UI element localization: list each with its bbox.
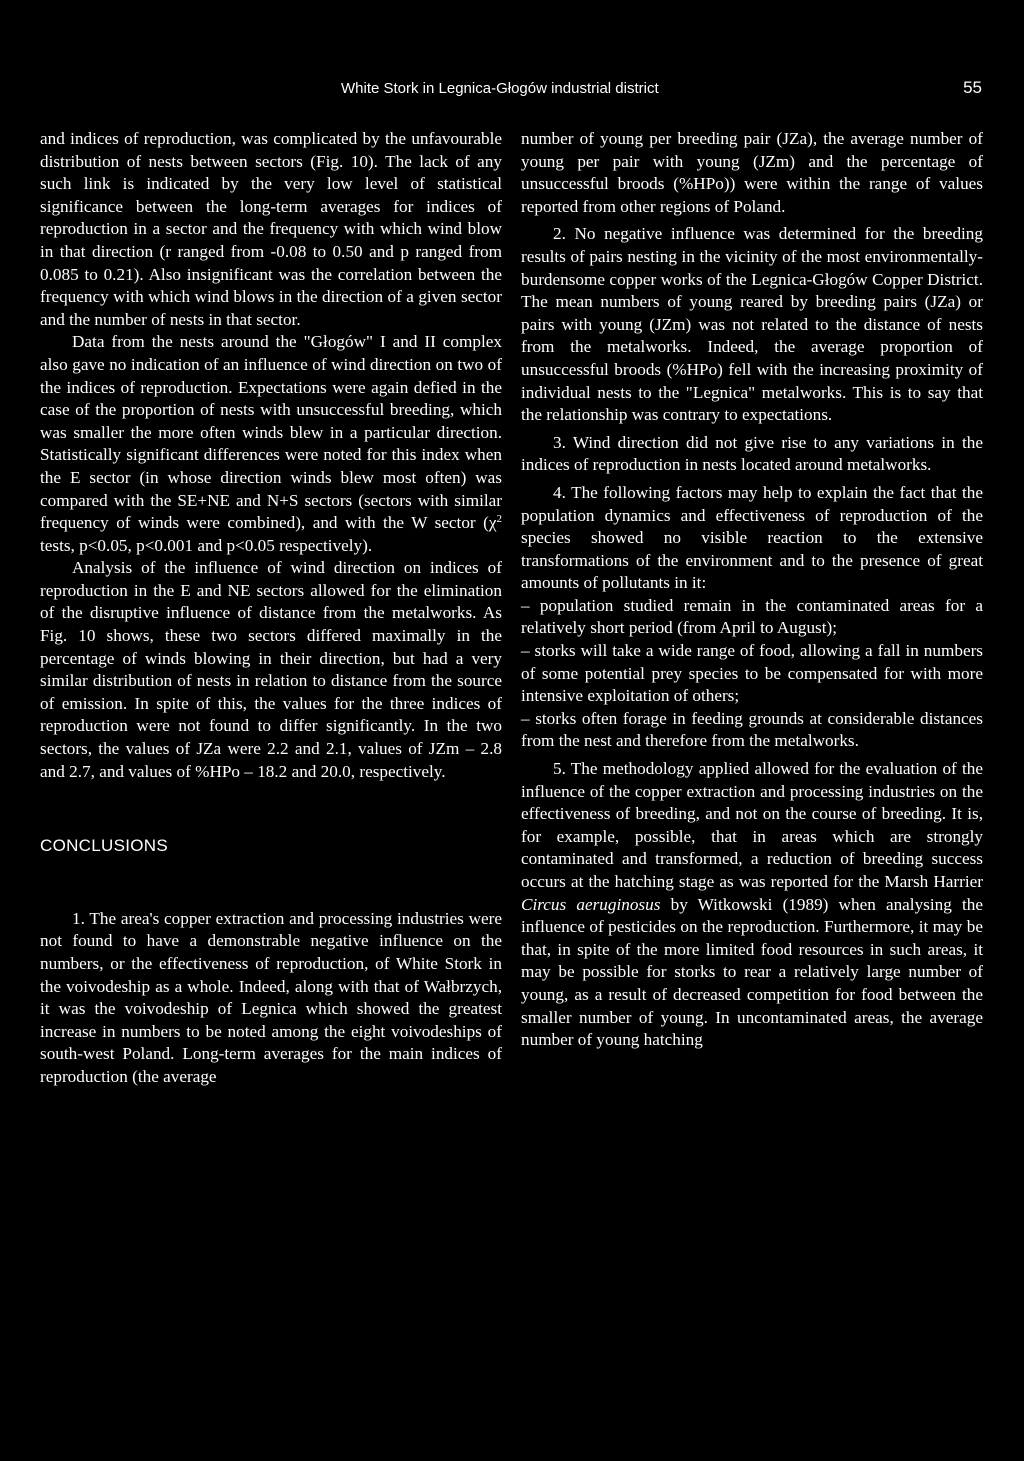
conclusion-4: 4. The following factors may help to explain the fact that the population dynamics and effectiveness of reproduction of the species showed no visible reaction to the extensive transformations of the environment and to the presence of great amounts of pollutants in it: — [521, 482, 983, 593]
paragraph-text: Data from the nests around the "Głogów" I and II complex also gave no indication of an influence of wind direction on two of the indices of reproduction. Expectations were again defied in the case of the proportion of nests with unsuccessful breeding, which was smaller the more often winds blew in a particular direction. Statistically significant differences were noted for this index when the E sector (in whose direction winds blew most often) was compared with the SE+NE and N+S sectors (sectors with similar frequency of winds were combined), and with the W sector (χ — [40, 332, 502, 533]
right-column — [521, 128, 983, 1052]
paragraph-wind-analysis: Analysis of the influence of wind direction on indices of reproduction in the E and NE sectors allowed for the elimination of the disruptive influence of distance from the metalworks. As Fig. 10 shows, these two sectors differed maximally in the percentage of winds blowing in their direction, but had a very similar distribution of nests in relation to distance from the source of emission. In spite of this, the values for the three indices of reproduction were not found to differ significantly. In the two sectors, the values of JZa were 2.2 and 2.1, values of JZm – 2.8 and 2.7, and values of %HPo – 18.2 and 20.0, respectively. — [40, 558, 502, 781]
section-heading-conclusions: CONCLUSIONS — [40, 836, 168, 856]
conclusion-3: 3. Wind direction did not give rise to any variations in the indices of reproduction in nests located around metalworks. — [521, 432, 983, 475]
running-header — [40, 78, 982, 102]
running-title: White Stork in Legnica-Głogów industrial district — [341, 80, 659, 97]
paragraph-text: 5. The methodology applied allowed for the evaluation of the influence of the copper extraction and processing industries on the effectiveness of breeding, and not on the course of breeding. It is, for example, possible, that in areas which are strongly contaminated and transformed, a reduction of breeding success occurs at the hatching stage as was reported for the Marsh Harrier — [521, 759, 983, 891]
left-column — [40, 128, 502, 1089]
conclusion-4-item: – population studied remain in the contaminated areas for a relatively short period (from April to August); — [521, 595, 983, 638]
conclusion-5 — [521, 758, 983, 1052]
species-name: Circus aeruginosus — [521, 894, 661, 914]
conclusion-4-item: – storks will take a wide range of food, allowing a fall in numbers of some potential prey species to be compensated for with more intensive exploitation of others; — [521, 641, 983, 706]
conclusion-4-item: – storks often forage in feeding grounds at considerable distances from the nest and therefore from the metalworks. — [521, 708, 983, 751]
chi-square-superscript: 2 — [496, 513, 502, 526]
paragraph-text: by Witkowski (1989) when analysing the influence of pesticides on the reproduction. Furthermore, it may be that, in spite of the more limited food resources in such areas, it may be possible for storks to rear a relatively large number of young, as a result of decreased competition for food between the smaller number of young. In uncontaminated areas, the average number of young hatching — [521, 894, 984, 1050]
conclusion-1: 1. The area's copper extraction and processing industries were not found to have a demonstrable negative influence on the numbers, or the effectiveness of reproduction, of White Stork in the voivodeship as a whole. Indeed, along with that of Wałbrzych, it was the voivodeship of Legnica which showed the greatest increase in numbers to be noted among the eight voivodeships of south-west Poland. Long-term averages for the main indices of reproduction (the average — [40, 908, 502, 1086]
page-number: 55 — [963, 78, 982, 97]
conclusion-2: 2. No negative influence was determined for the breeding results of pairs nesting in the vicinity of the most environmentally-burdensome copper works of the Legnica-Głogów Copper District. The mean numbers of young reared by breeding pairs (JZa) or pairs with young (JZm) was not related to the distance of nests from the metalworks. Indeed, the average proportion of unsuccessful broods (%HPo) fell with the increasing proximity of individual nests to the "Legnica" metalworks. This is to say that the relationship was contrary to expectations. — [521, 224, 983, 425]
paragraph-glogow-complex — [40, 331, 502, 557]
paragraph-continued: number of young per breeding pair (JZa), the average number of young per pair with young (JZm) and the percentage of unsuccessful broods (%HPo)) were within the range of values reported from other regions of Poland. — [521, 129, 983, 216]
paragraph-continued: and indices of reproduction, was complicated by the unfavourable distribution of nests between sectors (Fig. 10). The lack of any such link is indicated by the very low level of statistical significance between the long-term averages for indices of reproduction in a sector and the frequency with which wind blow in that direction (r ranged from -0.08 to 0.50 and p ranged from 0.085 to 0.21). Also insignificant was the correlation between the frequency with which wind blows in the direction of a given sector and the number of nests in that sector. — [40, 129, 502, 329]
paragraph-text: tests, p<0.05, p<0.001 and p<0.05 respectively). — [40, 535, 373, 555]
